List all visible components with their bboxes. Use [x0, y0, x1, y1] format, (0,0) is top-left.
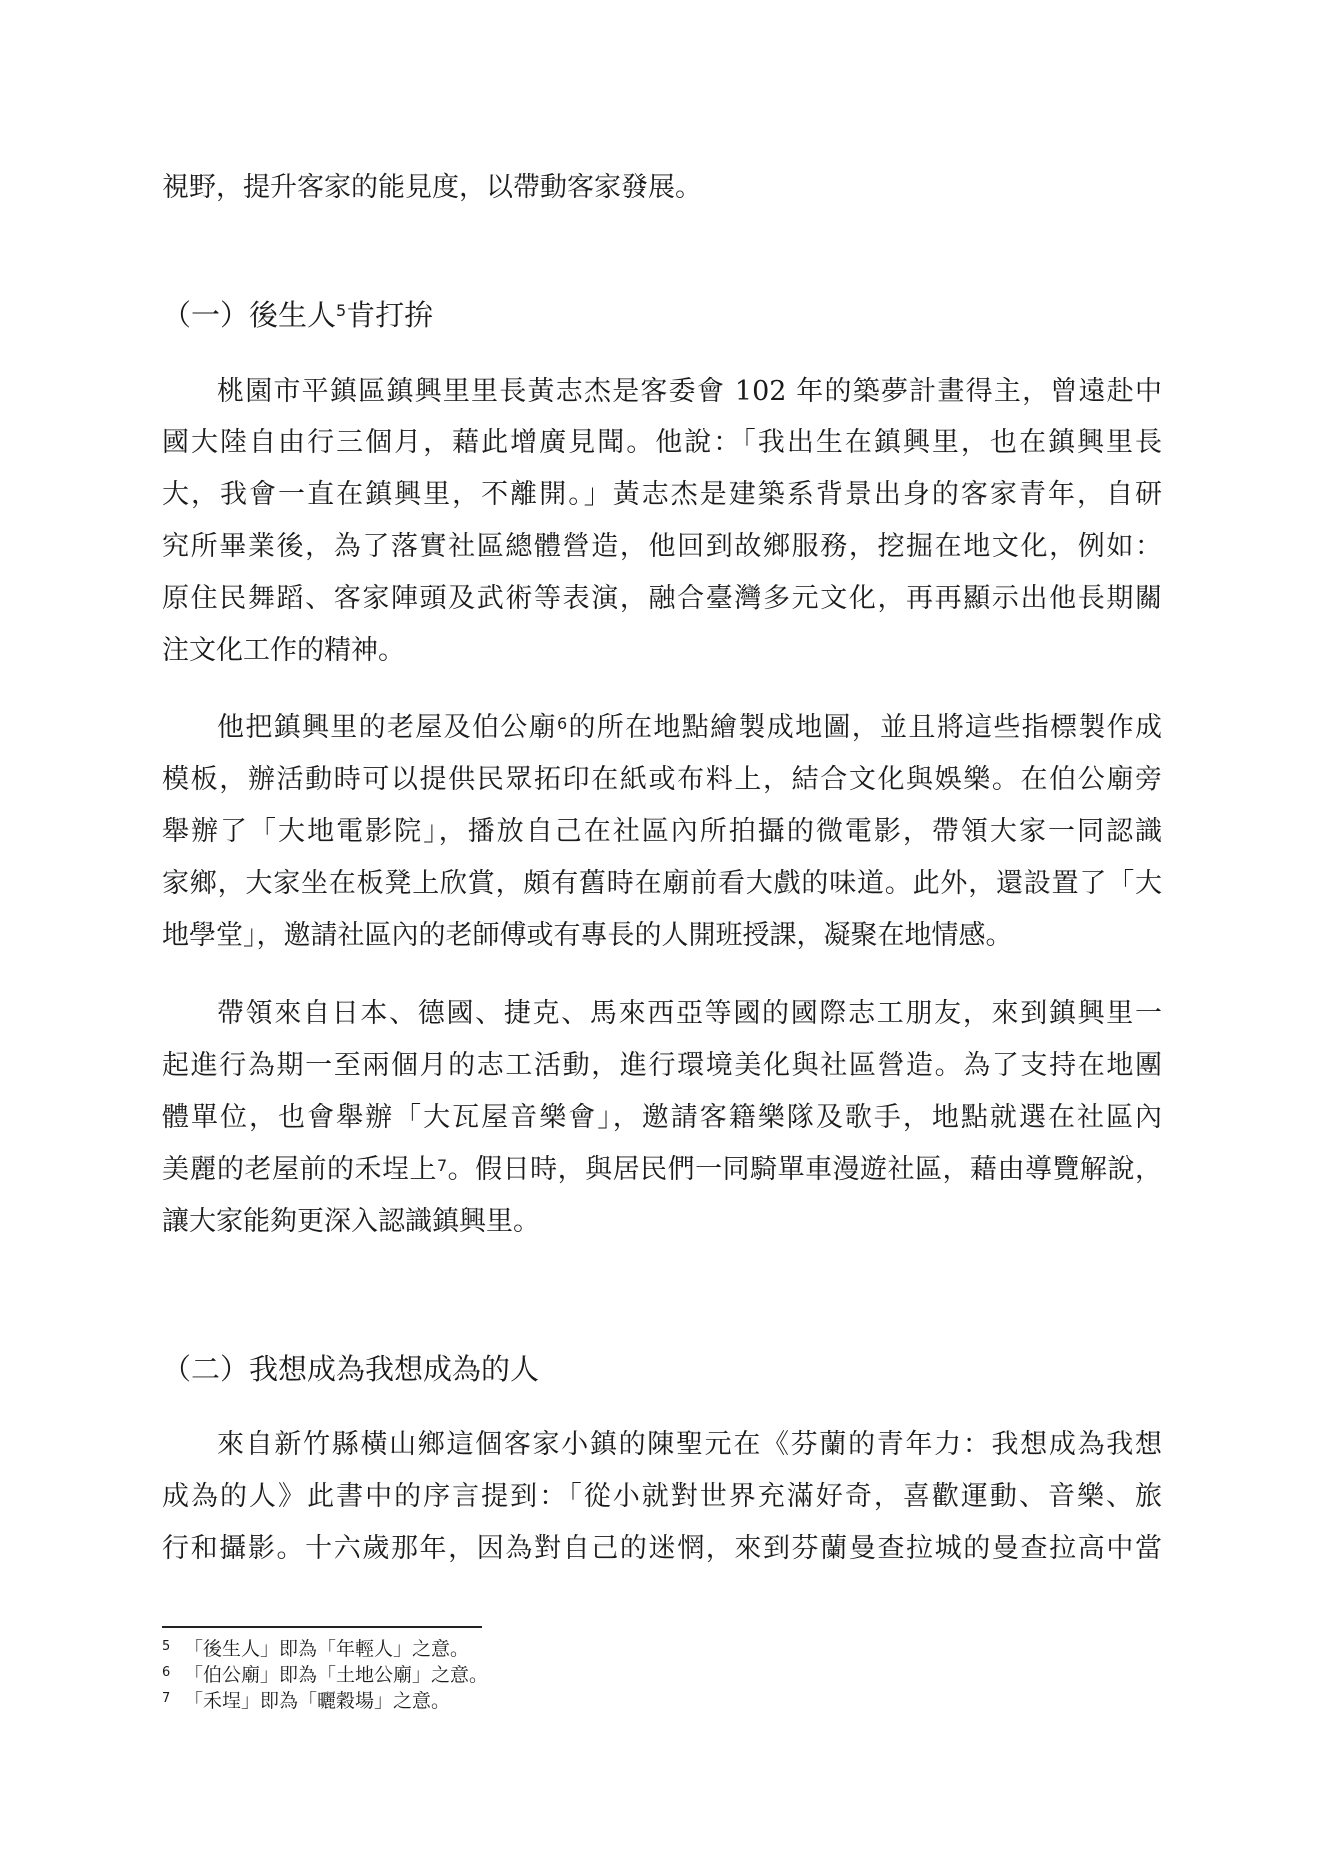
footnote-ref-7[interactable]: 7 — [436, 1156, 448, 1175]
paragraph-line: 成為的人》此書中的序言提到：「從小就對世界充滿好奇，喜歡運動、音樂、旅 — [162, 1481, 1162, 1512]
footnote-number: 5 — [162, 1639, 171, 1654]
paragraph-line: 體單位，也會舉辦「大瓦屋音樂會」，邀請客籍樂隊及歌手，地點就選在社區內 — [162, 1102, 1162, 1133]
heading-text: （一）後生人 — [162, 298, 337, 332]
paragraph-line: 家鄉，大家坐在板凳上欣賞，頗有舊時在廟前看大戲的味道。此外，還設置了「大 — [162, 868, 1162, 899]
footnote-text: 「禾埕」即為「曬穀場」之意。 — [184, 1690, 451, 1712]
footnote-number: 6 — [162, 1665, 171, 1680]
paragraph-line: 舉辦了「大地電影院」，播放自己在社區內所拍攝的微電影，帶領大家一同認識 — [162, 816, 1162, 847]
paragraph-line — [217, 710, 1162, 746]
paragraph-line: 注文化工作的精神。 — [162, 635, 405, 666]
paragraph-text: 的所在地點繪製成地圖，並且將這些指標製作成 — [567, 712, 1163, 743]
paragraph-line: 模板，辦活動時可以提供民眾拓印在紙或布料上，結合文化與娛樂。在伯公廟旁 — [162, 764, 1162, 795]
paragraph-line: 國大陸自由行三個月，藉此增廣見聞。他說：「我出生在鎮興里，也在鎮興里長 — [162, 427, 1162, 458]
paragraph-line: 帶領來自日本、德國、捷克、馬來西亞等國的國際志工朋友，來到鎮興里一 — [217, 998, 1162, 1029]
paragraph-line: 原住民舞蹈、客家陣頭及武術等表演，融合臺灣多元文化，再再顯示出他長期關 — [162, 583, 1162, 614]
paragraph-line: 視野，提升客家的能見度，以帶動客家發展。 — [162, 172, 702, 203]
paragraph-text: 他把鎮興里的老屋及伯公廟 — [217, 712, 557, 743]
paragraph-line — [162, 1152, 1162, 1188]
heading-text: 肯打拚 — [346, 298, 434, 332]
paragraph-line: 究所畢業後，為了落實社區總體營造，他回到故鄉服務，挖掘在地文化，例如： — [162, 531, 1162, 562]
footnote-ref-5[interactable]: 5 — [336, 301, 347, 320]
paragraph-text: 。假日時，與居民們一同騎單車漫遊社區，藉由導覽解說， — [447, 1154, 1163, 1185]
footnote-divider — [162, 1626, 482, 1628]
footnote-ref-6[interactable]: 6 — [556, 714, 568, 733]
paragraph-line: 行和攝影。十六歲那年，因為對自己的迷惘，來到芬蘭曼查拉城的曼查拉高中當 — [162, 1533, 1162, 1564]
footnote-5 — [162, 1636, 469, 1662]
footnote-7 — [162, 1688, 450, 1714]
paragraph-line: 桃園市平鎮區鎮興里里長黃志杰是客委會 102 年的築夢計畫得主，曾遠赴中 — [217, 376, 1162, 407]
paragraph-line: 大，我會一直在鎮興里，不離開。」黃志杰是建築系背景出身的客家青年，自研 — [162, 479, 1162, 510]
footnote-6 — [162, 1662, 488, 1688]
section-heading-1 — [162, 296, 433, 334]
paragraph-line: 地學堂」，邀請社區內的老師傅或有專長的人開班授課，凝聚在地情感。 — [162, 920, 1013, 951]
footnote-text: 「後生人」即為「年輕人」之意。 — [184, 1638, 470, 1660]
paragraph-line: 讓大家能夠更深入認識鎮興里。 — [162, 1206, 540, 1237]
section-heading-2: （二）我想成為我想成為的人 — [162, 1352, 540, 1386]
paragraph-line: 起進行為期一至兩個月的志工活動，進行環境美化與社區營造。為了支持在地團 — [162, 1050, 1162, 1081]
footnote-number: 7 — [162, 1691, 171, 1706]
paragraph-text: 美麗的老屋前的禾埕上 — [162, 1154, 437, 1185]
paragraph-line: 來自新竹縣橫山鄉這個客家小鎮的陳聖元在《芬蘭的青年力：我想成為我想 — [217, 1429, 1162, 1460]
footnote-text: 「伯公廟」即為「土地公廟」之意。 — [184, 1664, 489, 1686]
